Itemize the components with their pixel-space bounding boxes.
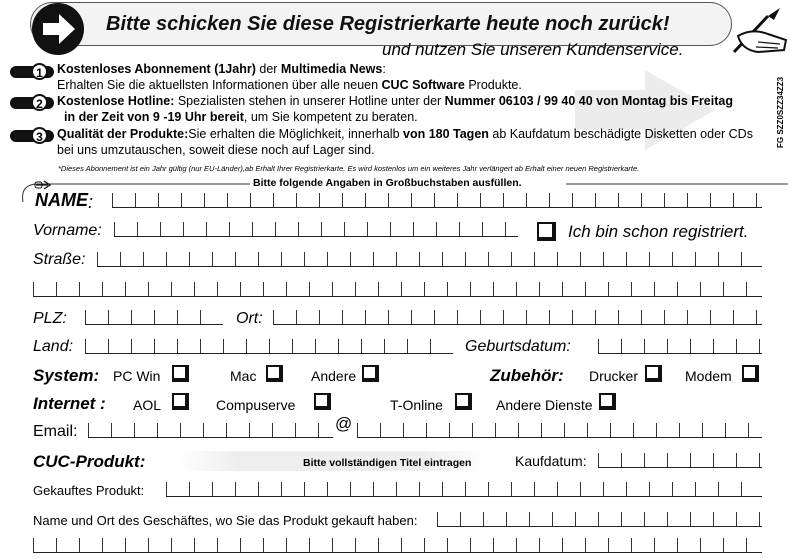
internet-option-andere-dienste: Andere Dienste <box>496 397 593 413</box>
bullet-number-2: 2 <box>10 97 54 109</box>
instruction-text: Bitte folgende Angaben in Großbuchstaben ausfüllen. <box>253 177 522 189</box>
ort-field[interactable] <box>273 310 762 325</box>
arrow-badge <box>32 3 84 55</box>
email-domain-field[interactable] <box>357 423 762 438</box>
pen-hand-icon <box>728 6 792 56</box>
internet-option-aol: AOL <box>133 397 162 413</box>
side-code: FG SZZ0SZZ34ZZ3 <box>776 76 785 148</box>
gekauftes-produkt-field[interactable] <box>166 482 762 497</box>
benefit-3-line1: Qualität der Produkte:Sie erhalten die Möglichkeit, innerhalb von 180 Tagen ab Kaufdatum beschädigte Disketten oder CDs <box>57 127 753 141</box>
footnote: *Dieses Abonnement ist ein Jahr gültig (nur EU-Länder),ab Erhalt Ihrer Registrierkarte. Es wird kostenlos um ein weiteres Jahr verlängert ab Erhalt einer neuen Registrierkarte. <box>58 164 640 173</box>
bullet-number-1: 1 <box>10 66 54 78</box>
ort-label: Ort: <box>236 310 263 327</box>
geschaeft-field-line2[interactable] <box>33 538 762 553</box>
internet-label: Internet : <box>33 394 106 413</box>
andere-dienste-checkbox[interactable] <box>599 393 616 410</box>
strasse-label: Straße: <box>33 251 86 268</box>
system-option-andere: Andere <box>311 368 357 384</box>
system-option-pcwin: PC Win <box>113 368 161 384</box>
internet-option-compuserve: Compuserve <box>216 397 296 413</box>
vorname-field[interactable] <box>114 222 518 237</box>
land-label: Land: <box>33 338 74 355</box>
system-label: System: <box>33 366 100 385</box>
system-option-mac: Mac <box>230 368 257 384</box>
pcwin-checkbox[interactable] <box>172 365 189 382</box>
zubehoer-option-modem: Modem <box>685 368 732 384</box>
benefit-3-line2: bei uns umzutauschen, soweit diese noch auf Lager sind. <box>57 143 375 157</box>
vorname-label: Vorname: <box>33 222 102 239</box>
geburtsdatum-field[interactable] <box>598 339 762 354</box>
benefit-1-line1: Kostenloses Abonnement (1Jahr) der Multimedia News: <box>57 62 386 76</box>
name-field[interactable] <box>112 193 762 208</box>
at-sign: @ <box>335 414 353 433</box>
subline: und nutzen Sie unseren Kundenservice. <box>382 40 684 59</box>
zubehoer-option-drucker: Drucker <box>589 368 639 384</box>
registered-checkbox[interactable] <box>537 222 556 241</box>
registered-label: Ich bin schon registriert. <box>568 222 749 241</box>
aol-checkbox[interactable] <box>172 393 189 410</box>
arrow-right-icon <box>32 3 84 55</box>
geschaeft-label: Name und Ort des Geschäftes, wo Sie das Produkt gekauft haben: <box>33 513 418 528</box>
modem-checkbox[interactable] <box>742 365 759 382</box>
geburtsdatum-label: Geburtsdatum: <box>465 338 571 355</box>
name-label: NAME <box>35 190 88 210</box>
plz-field[interactable] <box>85 310 223 325</box>
drucker-checkbox[interactable] <box>645 365 662 382</box>
geschaeft-field[interactable] <box>437 512 762 527</box>
benefit-2-line1: Kostenlose Hotline: Spezialisten stehen in unserer Hotline unter der Nummer 06103 / 99 40 40 von Montag bis Freitag <box>57 94 733 108</box>
gekauftes-produkt-label: Gekauftes Produkt: <box>33 483 145 498</box>
benefit-1-line2: Erhalten Sie die aktuellsten Informationen über alle neuen CUC Software Produkte. <box>57 78 522 92</box>
benefit-2-line2: in der Zeit von 9 -19 Uhr bereit, um Sie kompetent zu beraten. <box>64 110 418 124</box>
compuserve-checkbox[interactable] <box>314 393 331 410</box>
cuc-produkt-label: CUC-Produkt: <box>33 452 146 471</box>
headline: Bitte schicken Sie diese Registrierkarte heute noch zurück! <box>106 13 670 35</box>
title-hint: Bitte vollständigen Titel eintragen <box>303 457 472 469</box>
kaufdatum-label: Kaufdatum: <box>515 453 587 469</box>
land-field[interactable] <box>85 339 453 354</box>
tonline-checkbox[interactable] <box>455 393 472 410</box>
email-user-field[interactable] <box>88 423 333 438</box>
strasse-field[interactable] <box>97 252 762 267</box>
plz-label: PLZ: <box>33 310 67 327</box>
bullet-number-3: 3 <box>10 130 54 142</box>
andere-system-checkbox[interactable] <box>362 365 379 382</box>
strasse-field-line2[interactable] <box>33 282 762 297</box>
internet-option-tonline: T-Online <box>390 397 443 413</box>
kaufdatum-field[interactable] <box>598 453 762 468</box>
mac-checkbox[interactable] <box>266 365 283 382</box>
zubehoer-label: Zubehör: <box>490 366 564 385</box>
email-label: Email: <box>33 423 78 440</box>
name-colon: : <box>88 192 94 212</box>
